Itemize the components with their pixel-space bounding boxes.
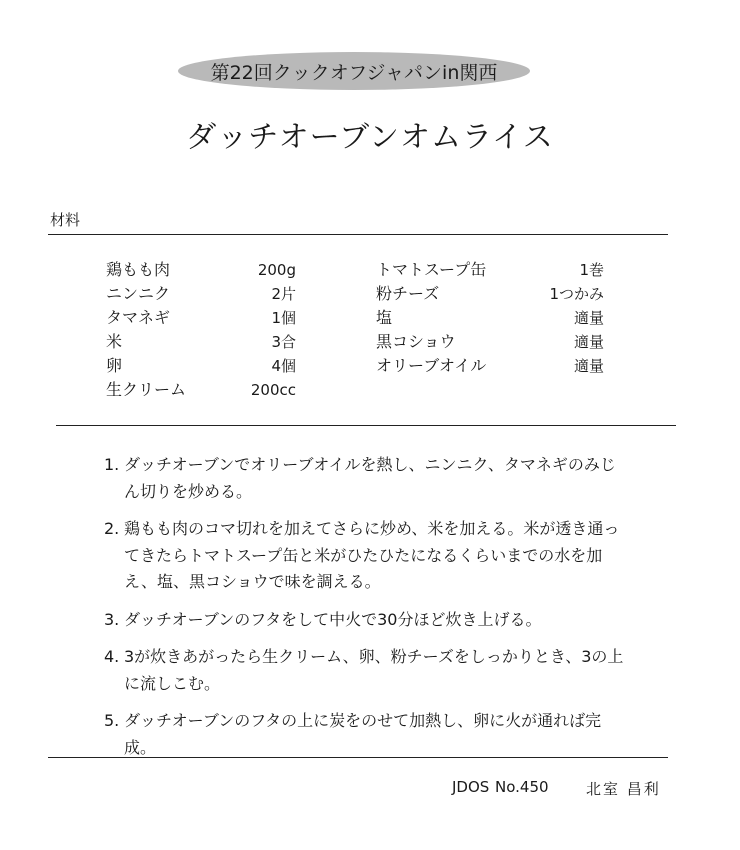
step-text: 3が炊きあがったら生クリーム、卵、粉チーズをしっかりとき、3の上に流しこむ。: [124, 647, 624, 693]
ingredients-right-column: [376, 258, 604, 378]
ingredient-row: [106, 306, 296, 330]
ingredient-amount: 200g: [257, 261, 296, 279]
ingredient-name: オリーブオイル: [376, 356, 487, 375]
ingredient-amount: 1つかみ: [549, 285, 604, 303]
event-name: 第22回クックオフジャパンin関西: [210, 61, 498, 84]
ingredient-name: タマネギ: [106, 308, 171, 327]
step-text: ダッチオーブンのフタの上に炭をのせて加熱し、卵に火が通れば完成。: [124, 711, 602, 757]
ingredient-row: [376, 354, 604, 378]
recipe-title: ダッチオーブンオムライス: [186, 120, 554, 155]
step-number: 5.: [104, 711, 120, 730]
divider-bottom: [48, 757, 668, 758]
ingredient-name: 生クリーム: [106, 380, 187, 399]
instruction-step: [104, 708, 624, 761]
ingredient-amount: 3合: [271, 333, 296, 351]
ingredient-amount: 1巻: [579, 261, 604, 279]
ingredient-row: [376, 282, 604, 306]
ingredient-name: 米: [106, 332, 123, 351]
step-text: ダッチオーブンでオリーブオイルを熱し、ニンニク、タマネギのみじん切りを炒める。: [124, 455, 616, 501]
instruction-steps: [104, 452, 624, 772]
ingredient-name: 塩: [376, 308, 393, 327]
ingredient-amount: 適量: [573, 333, 604, 351]
step-number: 1.: [104, 455, 120, 474]
ingredient-row: [106, 354, 296, 378]
step-text: 鶏もも肉のコマ切れを加えてさらに炒め、米を加える。米が透き通ってきたらトマトスープ缶と米がひたひたになるくらいまでの水を加え、塩、黒コショウで味を調える。: [124, 519, 620, 591]
divider-top: [48, 234, 668, 235]
step-number: 3.: [104, 609, 120, 629]
step-number: 4.: [104, 647, 120, 666]
ingredients-left-column: [106, 258, 296, 402]
instruction-step: [104, 607, 624, 634]
ingredient-amount: 200cc: [250, 381, 296, 399]
ingredient-name: 粉チーズ: [376, 284, 440, 303]
ingredient-amount: 4個: [271, 357, 296, 375]
ingredient-row: [376, 258, 604, 282]
footer-entry-number: No.450: [495, 778, 549, 796]
instruction-step: [104, 516, 624, 596]
ingredient-amount: 適量: [573, 309, 604, 327]
ingredient-row: [106, 258, 296, 282]
ingredient-name: トマトスープ缶: [376, 260, 487, 279]
footer-organization: JDOS: [452, 778, 490, 796]
event-banner: [178, 52, 530, 90]
ingredient-name: 鶏もも肉: [106, 260, 171, 279]
instruction-step: [104, 452, 624, 505]
ingredient-amount: 1個: [271, 309, 296, 327]
ingredient-row: [376, 330, 604, 354]
ingredient-row: [106, 378, 296, 402]
ingredient-name: 黒コショウ: [376, 332, 456, 351]
footer-author: 北室 昌利: [586, 780, 661, 798]
ingredient-amount: 適量: [573, 357, 604, 375]
divider-middle: [56, 425, 676, 426]
ingredient-name: ニンニク: [106, 284, 171, 303]
ingredient-row: [106, 330, 296, 354]
instruction-step: [104, 644, 624, 697]
step-text: ダッチオーブンのフタをして中火で30分ほど炊き上げる。: [124, 609, 542, 629]
ingredient-amount: 2片: [271, 285, 296, 303]
ingredients-heading: 材料: [50, 211, 81, 229]
ingredient-row: [106, 282, 296, 306]
ingredient-row: [376, 306, 604, 330]
ingredient-name: 卵: [106, 356, 123, 375]
step-number: 2.: [104, 519, 120, 538]
